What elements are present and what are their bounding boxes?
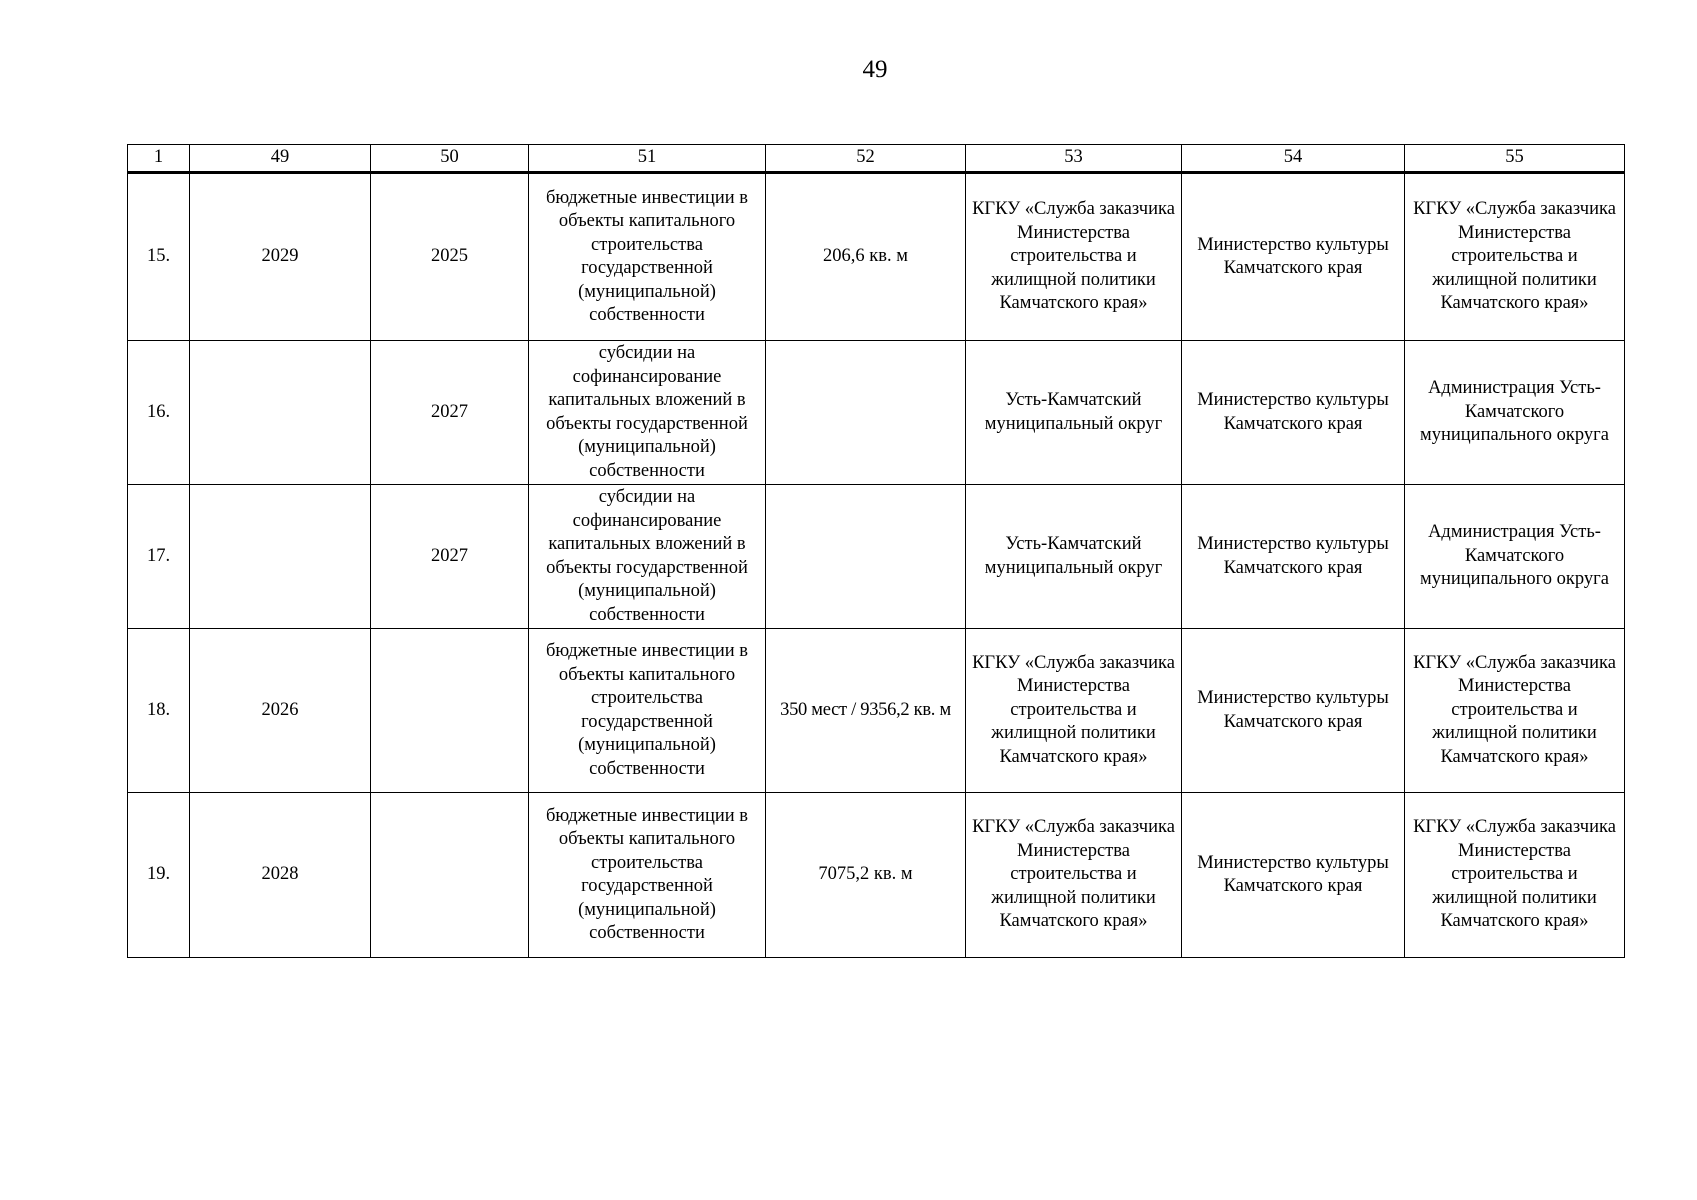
table-cell: Администрация Усть-Камчатского муниципального округа xyxy=(1405,485,1625,629)
table-cell: КГКУ «Служба заказчика Министерства строительства и жилищной политики Камчатского края» xyxy=(1405,793,1625,958)
table-row xyxy=(128,173,1625,341)
table-cell: Министерство культуры Камчатского края xyxy=(1182,793,1405,958)
table-cell: субсидии на софинансирование капитальных вложений в объекты государственной (муниципальной) собственности xyxy=(529,485,766,629)
table-cell: КГКУ «Служба заказчика Министерства строительства и жилищной политики Камчатского края» xyxy=(966,173,1182,341)
table-cell: Министерство культуры Камчатского края xyxy=(1182,485,1405,629)
header-cell: 54 xyxy=(1182,145,1405,173)
header-cell: 52 xyxy=(766,145,966,173)
table-row xyxy=(128,629,1625,793)
header-cell: 51 xyxy=(529,145,766,173)
table-row xyxy=(128,341,1625,485)
table-cell: Министерство культуры Камчатского края xyxy=(1182,173,1405,341)
table-header-row xyxy=(128,145,1625,173)
table-cell: КГКУ «Служба заказчика Министерства строительства и жилищной политики Камчатского края» xyxy=(1405,173,1625,341)
table-cell: Усть-Камчатский муниципальный округ xyxy=(966,485,1182,629)
row-number-cell: 16. xyxy=(128,341,190,485)
header-cell: 49 xyxy=(190,145,371,173)
table-cell: 2025 xyxy=(371,173,529,341)
page-number: 49 xyxy=(862,56,888,83)
table-cell xyxy=(371,629,529,793)
header-cell: 53 xyxy=(966,145,1182,173)
table-cell: 2028 xyxy=(190,793,371,958)
table-cell: 350 мест / 9356,2 кв. м xyxy=(766,629,966,793)
table-cell: 7075,2 кв. м xyxy=(766,793,966,958)
table-cell: 2029 xyxy=(190,173,371,341)
table-row xyxy=(128,485,1625,629)
table-cell xyxy=(766,341,966,485)
row-number-cell: 19. xyxy=(128,793,190,958)
table-cell: 2027 xyxy=(371,485,529,629)
table-cell: КГКУ «Служба заказчика Министерства строительства и жилищной политики Камчатского края» xyxy=(1405,629,1625,793)
table-cell: Администрация Усть-Камчатского муниципального округа xyxy=(1405,341,1625,485)
table-cell: бюджетные инвестиции в объекты капитального строительства государственной (муниципальной) собственности xyxy=(529,173,766,341)
table-cell: Министерство культуры Камчатского края xyxy=(1182,629,1405,793)
table-cell: бюджетные инвестиции в объекты капитального строительства государственной (муниципальной) собственности xyxy=(529,793,766,958)
table-cell: КГКУ «Служба заказчика Министерства строительства и жилищной политики Камчатского края» xyxy=(966,793,1182,958)
header-cell: 1 xyxy=(128,145,190,173)
table-cell xyxy=(371,793,529,958)
table-row xyxy=(128,793,1625,958)
table-cell: Министерство культуры Камчатского края xyxy=(1182,341,1405,485)
row-number-cell: 17. xyxy=(128,485,190,629)
header-cell: 55 xyxy=(1405,145,1625,173)
table-cell: субсидии на софинансирование капитальных вложений в объекты государственной (муниципальной) собственности xyxy=(529,341,766,485)
table-cell xyxy=(190,485,371,629)
row-number-cell: 18. xyxy=(128,629,190,793)
table-cell xyxy=(766,485,966,629)
table-cell: 206,6 кв. м xyxy=(766,173,966,341)
table-cell: КГКУ «Служба заказчика Министерства строительства и жилищной политики Камчатского края» xyxy=(966,629,1182,793)
table-cell: Усть-Камчатский муниципальный округ xyxy=(966,341,1182,485)
table-cell: бюджетные инвестиции в объекты капитального строительства государственной (муниципальной) собственности xyxy=(529,629,766,793)
table-cell xyxy=(190,341,371,485)
table-cell: 2026 xyxy=(190,629,371,793)
data-table xyxy=(127,144,1625,958)
table-cell: 2027 xyxy=(371,341,529,485)
row-number-cell: 15. xyxy=(128,173,190,341)
header-cell: 50 xyxy=(371,145,529,173)
